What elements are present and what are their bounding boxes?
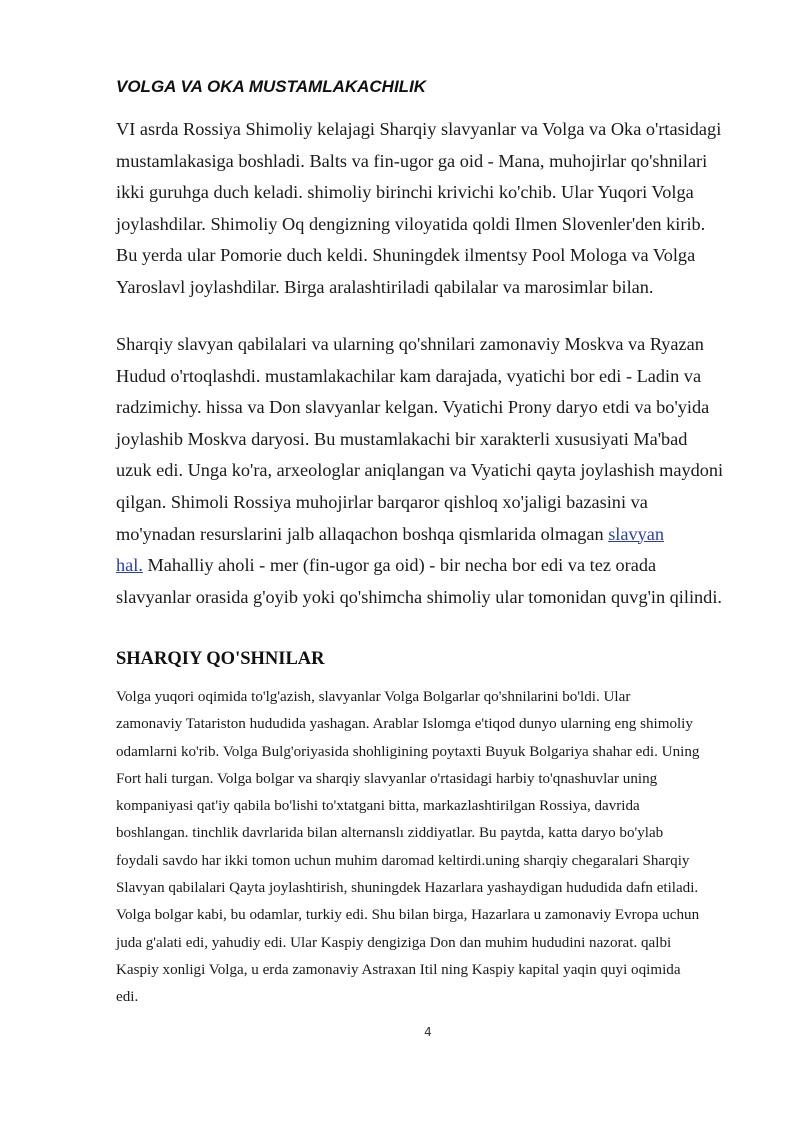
text-line: ikki guruhga duch keladi. shimoliy birinchi krivichi ko'chib. Ular Yuqori Volga [116,182,694,203]
text-segment: mo'ynadan resurslarini jalb allaqachon boshqa qismlarida olmagan [116,523,609,544]
text-line: Volga yuqori oqimida to'lg'azish, slavyanlar Volga Bolgarlar qo'shnilarini bo'ldi. Ular [116,689,631,705]
text-line [116,550,752,582]
text-line: radzimichy. hissa va Don slavyanlar kelgan. Vyatichi Prony daryo etdi va bo'yida [116,397,710,418]
text-line [116,519,752,551]
text-line: juda g'alati edi, yahudiy edi. Ular Kaspiy dengiziga Don dan muhim hududini nazorat. qalbi [116,934,672,951]
page-number: 4 [424,1025,432,1039]
text-line: Hudud o'rtoqlashdi. mustamlakachilar kam darajada, vyatichi bor edi - Ladin va [116,365,702,386]
text-line: Fort hali turgan. Volga bolgar va sharqiy slavyanlar o'rtasidagi harbiy to'qnashuvlar uning [116,770,658,787]
text-line: Slavyan qabilalari Qayta joylashtirish, shuningdek Hazarlara yashaydigan hududida dafn etiladi. [116,880,699,897]
text-line: edi. [116,989,139,1006]
text-segment: Mahalliy aholi - mer (fin-ugor ga oid) - bir necha bor edi va tez orada [142,555,657,576]
text-line: Kaspiy xonligi Volga, u erda zamonaviy Astraxan Itil ning Kaspiy kapital yaqin quyi oqimida [116,961,681,978]
text-line: slavyanlar orasida g'oyib yoki qo'shimcha shimoliy ular tomonidan quvg'in qilindi. [116,586,722,607]
text-line: uzuk edi. Unga ko'ra, arxeologlar aniqlangan va Vyatichi qayta joylashish maydoni [116,460,724,481]
paragraph-slavic-tribes [116,329,752,613]
text-line: odamlarni ko'rib. Volga Bulg'oriyasida shohligining poytaxti Buyuk Bolgariya shahar edi. Uning [116,743,700,760]
text-line: zamonaviy Tatariston hududida yashagan. Arablar Islomga e'tiqod dunyo ularning eng shimoliy [116,716,693,733]
text-line: foydali savdo har ikki tomon uchun muhim daromad keltirdi.uning sharqiy chegaralari Sharqiy [116,852,690,869]
text-line: joylashib Moskva daryosi. Bu mustamlakachi bir xarakterli xususiyati Ma'bad [116,428,688,449]
text-line: Bu yerda ular Pomorie duch keldi. Shuningdek ilmentsy Pool Mologa va Volga [116,245,696,266]
text-line: qilgan. Shimoli Rossiya muhojirlar barqaror qishloq xo'jaligi bazasini va [116,491,648,512]
section-heading-eastern-neighbors: SHARQIY QO'SHNILAR [116,649,325,669]
text-line: boshlangan. tinchlik davrlarida bilan alternanslı ziddiyatlar. Bu paytda, katta daryo bo'ylab [116,825,664,842]
paragraph-eastern-neighbors [116,684,752,1012]
text-line: joylashdilar. Shimoliy Oq dengizning viloyatida qoldi Ilmen Slovenler'den kirib. [116,213,706,234]
text-line: mustamlakasiga boshladi. Balts va fin-ugor ga oid - Mana, muhojirlar qo'shnilari [116,150,708,171]
section-heading-volga-oka: VOLGA VA OKA MUSTAMLAKACHILIK [116,77,427,96]
text-line: Sharqiy slavyan qabilalari va ularning qo'shnilari zamonaviy Moskva va Ryazan [116,334,704,354]
slavyan-hal-link[interactable]: slavyan [608,523,665,544]
slavyan-hal-link-continued[interactable]: hal. [116,555,143,576]
text-line: kompaniyasi qat'iy qabila bo'lishi to'xtatgani bitta, markazlashtirilgan Rossiya, davrida [116,798,640,815]
text-line: Volga bolgar kabi, bu odamlar, turkiy edi. Shu bilan birga, Hazarlara u zamonaviy Evropa uchun [116,907,700,924]
paragraph-colonization [116,114,752,304]
text-line: Yaroslavl joylashdilar. Birga aralashtiriladi qabilalar va marosimlar bilan. [116,276,654,297]
text-line: VI asrda Rossiya Shimoliy kelajagi Sharqiy slavyanlar va Volga va Oka o'rtasidagi [116,119,722,139]
